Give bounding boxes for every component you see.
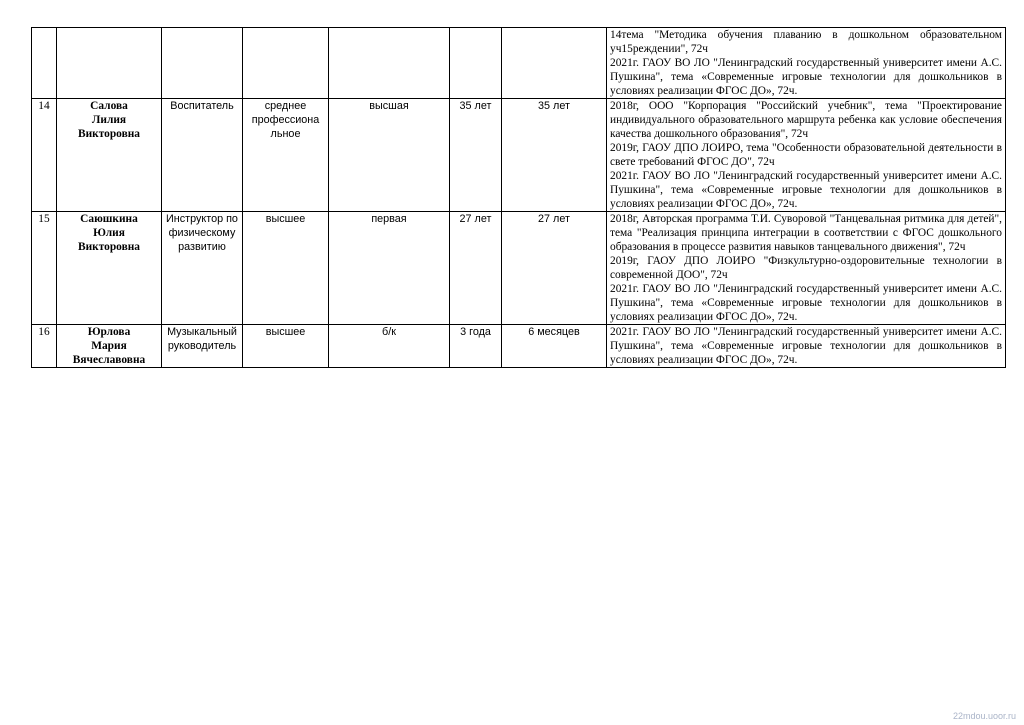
employee-name-part: Викторовна (77, 241, 141, 253)
employee-name-part: Салова (90, 100, 128, 112)
ped-experience-cell (502, 28, 607, 99)
position-cell (162, 28, 243, 99)
education-cell: среднее профессиона льное (243, 99, 329, 212)
total-experience-cell: 35 лет (450, 99, 502, 212)
total-experience-cell: 3 года (450, 325, 502, 368)
training-entry: 2021г. ГАОУ ВО ЛО "Ленинградский государственный университет имени А.С. Пушкина", тема «Современные игровые технологии для дошкольников в условиях реализации ФГОС ДО», 72ч. (610, 57, 1002, 97)
table-row (32, 212, 1006, 325)
table-row (32, 99, 1006, 212)
training-cell (607, 212, 1006, 325)
education-cell: высшее (243, 212, 329, 325)
employee-name-cell (57, 212, 162, 325)
education-cell (243, 28, 329, 99)
training-entry: 2021г. ГАОУ ВО ЛО "Ленинградский государственный университет имени А.С. Пушкина", тема «Современные игровые технологии для дошкольников в условиях реализации ФГОС ДО», 72ч. (610, 170, 1002, 210)
training-cell (607, 28, 1006, 99)
employee-name-part: Юрлова (87, 326, 131, 338)
employee-name-part: Вячеславовна (72, 354, 146, 366)
employee-name-part: Саюшкина (80, 213, 138, 225)
training-cell (607, 99, 1006, 212)
position-cell: Инструктор по физическому развитию (162, 212, 243, 325)
training-cell (607, 325, 1006, 368)
employee-name-part: Юлия (93, 227, 125, 239)
ped-experience-cell: 35 лет (502, 99, 607, 212)
training-entry: 2018г, ООО "Корпорация "Российский учебник", тема "Проектирование индивидуального образовательного маршрута ребенка как условие обеспечения качества дошкольного образования", 72ч (610, 100, 1002, 140)
employee-name-part: Мария (91, 340, 127, 352)
category-cell: высшая (329, 99, 450, 212)
training-entry: 2018г, Авторская программа Т.И. Суворовой "Танцевальная ритмика для детей", тема "Реализация принципа интеграции в соответствии с ФГОС дошкольного образования в процессе развития навыков танцевального движения", 72ч (610, 213, 1002, 253)
training-entry: 2019г, ГАОУ ДПО ЛОИРО "Физкультурно-оздоровительные технологии в современной ДОО", 72ч (610, 255, 1002, 281)
category-cell: первая (329, 212, 450, 325)
row-number-cell: 16 (32, 325, 57, 368)
category-cell (329, 28, 450, 99)
total-experience-cell (450, 28, 502, 99)
training-entry: 14тема "Методика обучения плаванию в дошкольном образовательном уч15реждении", 72ч (610, 29, 1002, 55)
employee-name-part: Викторовна (77, 128, 141, 140)
category-cell: б/к (329, 325, 450, 368)
ped-experience-cell: 6 месяцев (502, 325, 607, 368)
table-row (32, 325, 1006, 368)
employee-name-cell (57, 99, 162, 212)
row-number-cell: 15 (32, 212, 57, 325)
staff-table (31, 27, 1006, 368)
row-number-cell: 14 (32, 99, 57, 212)
employee-name-part: Лилия (91, 114, 127, 126)
position-cell: Воспитатель (162, 99, 243, 212)
employee-name-cell (57, 325, 162, 368)
training-entry: 2021г. ГАОУ ВО ЛО "Ленинградский государственный университет имени А.С. Пушкина", тема «Современные игровые технологии для дошкольников в условиях реализации ФГОС ДО», 72ч. (610, 326, 1002, 366)
staff-table-body (32, 28, 1006, 368)
ped-experience-cell: 27 лет (502, 212, 607, 325)
table-row (32, 28, 1006, 99)
site-watermark: 22mdou.uoor.ru (952, 711, 1016, 721)
education-cell: высшее (243, 325, 329, 368)
training-entry: 2019г, ГАОУ ДПО ЛОИРО, тема "Особенности образовательной деятельности в свете требований ФГОС ДО", 72ч (610, 142, 1002, 168)
total-experience-cell: 27 лет (450, 212, 502, 325)
position-cell: Музыкальный руководитель (162, 325, 243, 368)
training-entry: 2021г. ГАОУ ВО ЛО "Ленинградский государственный университет имени А.С. Пушкина", тема «Современные игровые технологии для дошкольников в условиях реализации ФГОС ДО», 72ч. (610, 283, 1002, 323)
employee-name-cell (57, 28, 162, 99)
row-number-cell (32, 28, 57, 99)
